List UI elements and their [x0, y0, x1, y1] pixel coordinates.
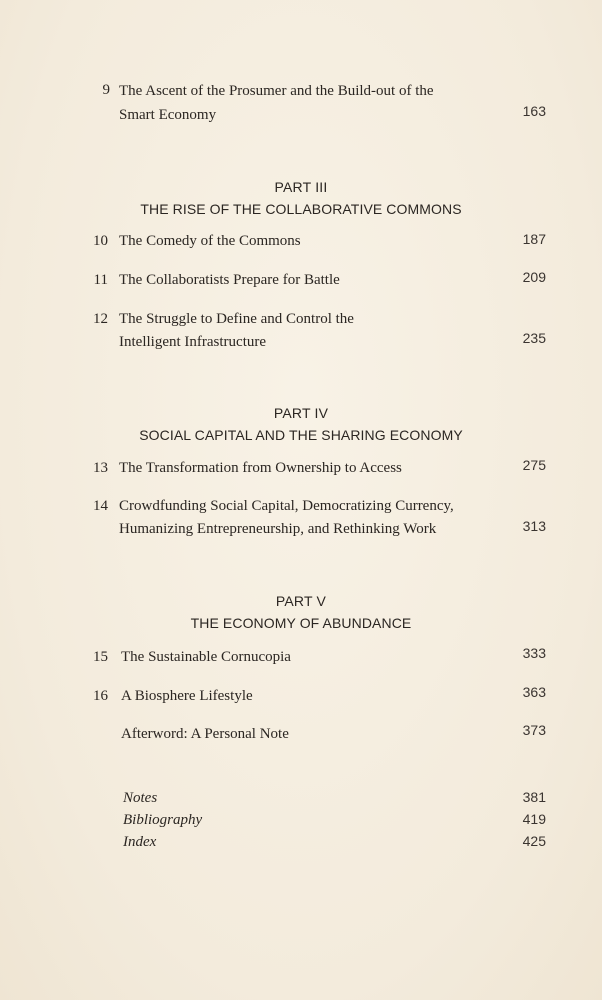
page-number: 381	[522, 789, 546, 805]
afterword-title: Afterword: A Personal Note	[121, 726, 289, 742]
chapter-number: 9	[102, 82, 110, 98]
chapter-title: Crowdfunding Social Capital, Democratizing Currency,	[119, 498, 454, 514]
chapter-number: 10	[93, 233, 108, 249]
chapter-title: The Transformation from Ownership to Access	[119, 460, 402, 476]
chapter-number: 13	[93, 460, 108, 476]
page-number: 313	[522, 518, 546, 534]
chapter-number: 14	[93, 498, 108, 514]
chapter-title-continued: Humanizing Entrepreneurship, and Rethinking Work	[119, 521, 437, 537]
chapter-number: 15	[93, 649, 108, 665]
chapter-number: 16	[93, 688, 108, 704]
chapter-title: The Struggle to Define and Control the	[119, 311, 354, 327]
page-number: 333	[522, 645, 546, 661]
part-label: PART III	[274, 179, 328, 195]
chapter-title: The Collaboratists Prepare for Battle	[119, 272, 340, 288]
back-matter-index: Index	[123, 834, 157, 850]
page-number: 419	[522, 811, 546, 827]
page-number: 235	[522, 330, 546, 346]
chapter-title: The Comedy of the Commons	[119, 233, 301, 249]
back-matter-notes: Notes	[123, 790, 158, 806]
page-number: 163	[522, 103, 546, 119]
page-number: 275	[522, 457, 546, 473]
chapter-title-continued: Smart Economy	[119, 107, 217, 123]
part-title: SOCIAL CAPITAL AND THE SHARING ECONOMY	[139, 427, 463, 443]
part-label: PART IV	[273, 405, 329, 421]
page-number: 373	[522, 722, 546, 738]
part-title: THE ECONOMY OF ABUNDANCE	[190, 615, 412, 631]
back-matter-bibliography: Bibliography	[123, 812, 203, 828]
chapter-number: 11	[93, 272, 108, 288]
chapter-number: 12	[93, 311, 108, 327]
page-number: 187	[522, 231, 546, 247]
page-number: 209	[522, 269, 546, 285]
page-number: 363	[522, 684, 546, 700]
chapter-title: The Sustainable Cornucopia	[121, 649, 291, 665]
chapter-title: The Ascent of the Prosumer and the Build-out of the	[119, 83, 434, 99]
part-label: PART V	[275, 593, 327, 609]
chapter-title-continued: Intelligent Infrastructure	[119, 334, 267, 350]
part-title: THE RISE OF THE COLLABORATIVE COMMONS	[140, 201, 462, 217]
page-number: 425	[522, 833, 546, 849]
chapter-title: A Biosphere Lifestyle	[121, 688, 253, 704]
